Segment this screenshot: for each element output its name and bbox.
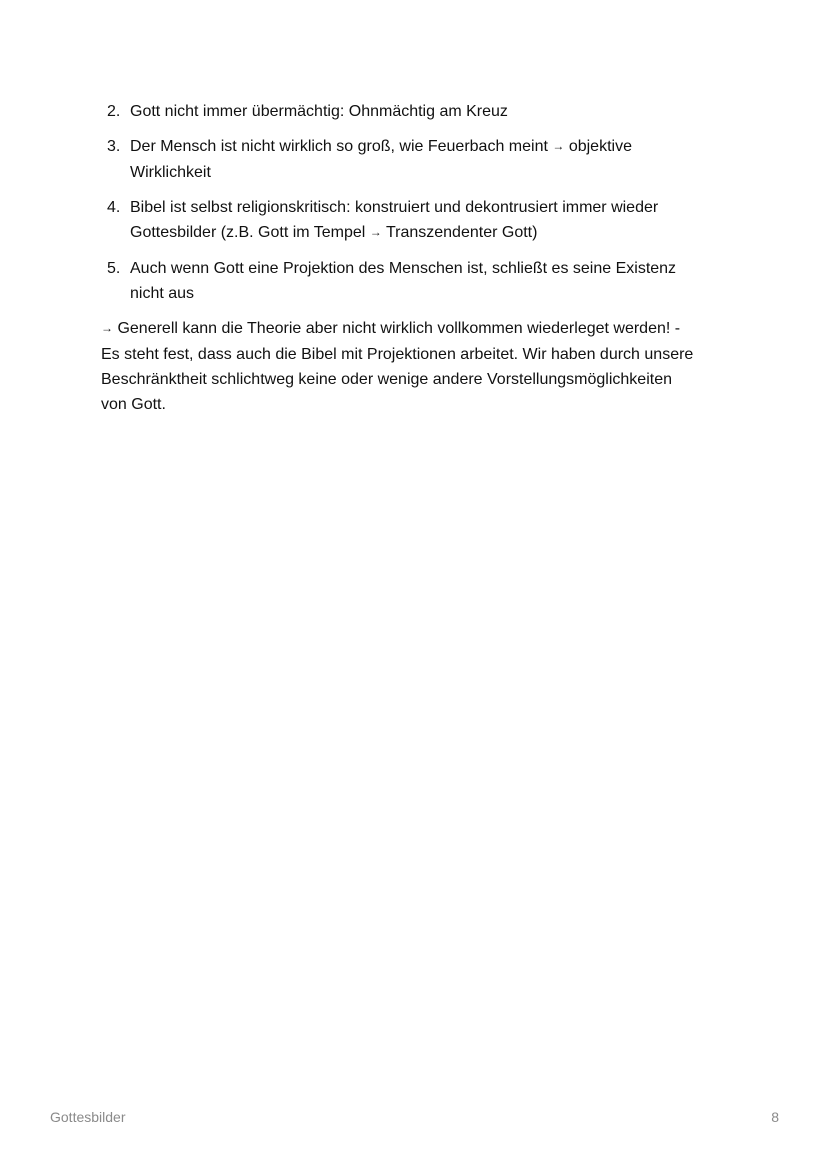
footer-title: Gottesbilder <box>50 1109 126 1125</box>
arrow-icon: → <box>369 225 382 239</box>
list-text: Auch wenn Gott eine Projektion des Menschen ist, schließt es seine Existenz <box>130 260 677 277</box>
list-item <box>101 195 741 246</box>
document-body <box>101 99 741 417</box>
list-number: 4. <box>107 199 121 216</box>
conclusion-text: Generell kann die Theorie aber nicht wirklich vollkommen wiederleget werden! - <box>117 320 681 337</box>
list-text: objektive <box>568 138 632 155</box>
conclusion-text: von Gott. <box>101 396 166 413</box>
list-text: Transzendenter Gott) <box>385 224 538 241</box>
list-item <box>101 134 741 185</box>
conclusion-paragraph <box>101 316 741 417</box>
list-text: Wirklichkeit <box>130 164 211 181</box>
list-text: Der Mensch ist nicht wirklich so groß, wie Feuerbach meint <box>130 138 548 155</box>
list-item <box>101 256 741 306</box>
conclusion-text: Es steht fest, dass auch die Bibel mit Projektionen arbeitet. Wir haben durch unsere <box>101 346 694 363</box>
arrow-icon: → <box>101 321 113 335</box>
list-text: Bibel ist selbst religionskritisch: konstruiert und dekontrusiert immer wieder <box>130 199 659 216</box>
arrow-icon: → <box>552 139 565 153</box>
list-text: Gottesbilder (z.B. Gott im Tempel <box>130 224 366 241</box>
list-text: Gott nicht immer übermächtig: Ohnmächtig am Kreuz <box>130 103 508 120</box>
page-number: 8 <box>771 1109 779 1125</box>
conclusion-text: Beschränktheit schlichtweg keine oder wenige andere Vorstellungsmöglichkeiten <box>101 371 672 388</box>
list-number: 2. <box>107 103 121 120</box>
list-number: 5. <box>107 260 121 277</box>
list-text: nicht aus <box>130 285 195 302</box>
list-number: 3. <box>107 138 121 155</box>
list-item <box>101 99 741 124</box>
